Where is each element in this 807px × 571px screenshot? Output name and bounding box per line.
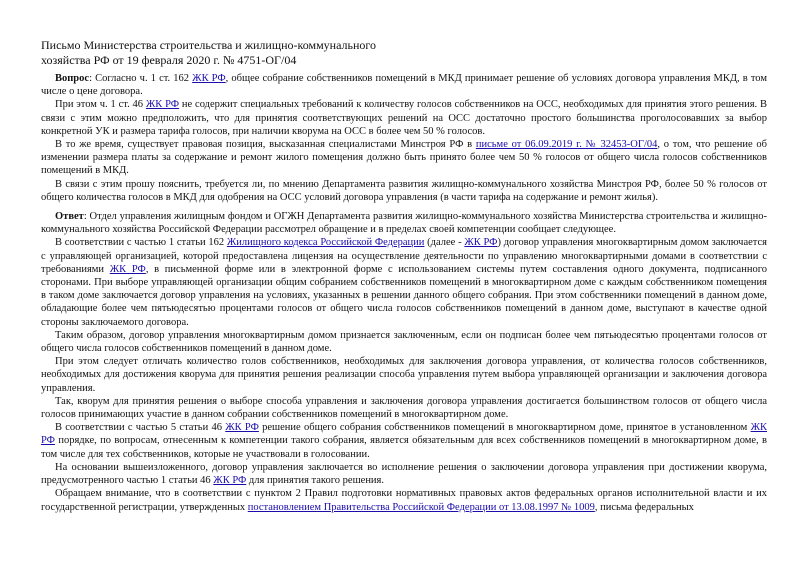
zhk-link[interactable]: ЖК РФ <box>145 99 180 111</box>
answer-paragraph-5: Так, кворум для принятия решения о выборе способа управления и заключения договора управления достигается большинством голосов от общего числа голосов принимающих участие в данном собрании собственников помещений в многоквартирном доме. <box>41 395 767 421</box>
zhk-link[interactable]: ЖК РФ <box>41 422 767 447</box>
question-paragraph-2: При этом ч. 1 ст. 46 ЖК РФ не содержит специальных требований к количеству голосов собственников на ОСС, необходимых для принятия этого решения. В связи с этим можно предположить, что для принятия соответствующих решений на ОСС достаточно простого большинства проголосовавших за выбор конкретной УК и размера тарифа голосов, при наличии кворума на ОСС в более чем 50 % голосов. <box>41 99 768 137</box>
decree-link[interactable]: постановлением Правительства Российской Федерации от 13.08.1997 № 1009 <box>247 501 595 513</box>
answer-paragraph-8: Обращаем внимание, что в соответствии с пунктом 2 Правил подготовки нормативных правовых актов федеральных органов исполнительной власти и их государственной регистрации, утвержденных постановлением Правительства Российской Федерации от 13.08.1997 № 1009, письма федеральных <box>41 488 767 513</box>
zhk-link[interactable]: ЖК РФ <box>464 237 498 249</box>
document-body <box>41 72 767 514</box>
zhk-link[interactable]: ЖК РФ <box>213 475 247 487</box>
answer-paragraph-2: В соответствии с частью 1 статьи 162 Жилищного кодекса Российской Федерации (далее - ЖК РФ) договор управления многоквартирным домом заключается с управляющей организацией, которой предоставлена лицензия на осуществление деятельности по управлению многоквартирными домами в соответствии с требованиями ЖК РФ, в письменной форме или в электронной форме с использованием системы путем составления одного документа, подписанного сторонами. При выборе управляющей организации общим собранием собственников помещений в многоквартирном доме с каждым собственником помещения в таком доме заключается договор управления на условиях, указанных в решении данного общего собрания. При этом собственники помещений в данном доме, обладающие более чем пятьюдесятью процентами голосов от общего числа голосов собственников помещений в данном доме, выступают в качестве одной стороны заключаемого договора. <box>41 237 767 328</box>
question-paragraph-3: В то же время, существует правовая позиция, высказанная специалистами Минстроя РФ в письме от 06.09.2019 г. № 32453-ОГ/04, о том, что решение об изменении размера платы за содержание и ремонт жилого помещения должно быть принято более чем 50 % голосов от общего числа голосов собственников помещений в МКД. <box>41 139 767 177</box>
zhk-link[interactable]: ЖК РФ <box>109 263 146 275</box>
document-title <box>41 38 541 68</box>
question-paragraph-4: В связи с этим прошу пояснить, требуется ли, по мнению Департамента развития жилищно-коммунального хозяйства Минстроя РФ, более 50 % голосов от общего количества голосов в МКД для одобрения на ОСС условий договора управления (в части тарифа на содержание и ремонт жилья). <box>41 178 767 203</box>
answer-paragraph-3: Таким образом, договор управления многоквартирным домом признается заключенным, если он подписан более чем пятьюдесятью процентами голосов от общего числа голосов собственников помещений в данном доме. <box>41 329 767 355</box>
zhk-link[interactable]: ЖК РФ <box>225 422 259 434</box>
answer-paragraph-1: Ответ: Отдел управления жилищным фондом и ОГЖН Департамента развития жилищно-коммунального хозяйства Министерства строительства и жилищно-коммунального хозяйства Российской Федерации рассмотрел обращение и в пределах своей компетенции сообщает следующее. <box>41 211 767 236</box>
letter-link[interactable]: письме от 06.09.2019 г. № 32453-ОГ/04 <box>475 139 658 151</box>
answer-paragraph-7: На основании вышеизложенного, договор управления заключается во исполнение решения о заключении договора управления при достижении кворума, предусмотренного частью 1 статьи 46 ЖК РФ для принятия такого решения. <box>41 461 767 487</box>
zhk-link[interactable]: ЖК РФ <box>192 73 226 84</box>
answer-paragraph-4: При этом следует отличать количество голов собственников, необходимых для заключения договора управления, от количества голосов собственников, необходимых для достижения кворума для принятия решения реализации способа управления путем выбора управляющей организации и заключения договора управления. <box>41 356 767 394</box>
zhk-full-link[interactable]: Жилищного кодекса Российской Федерации <box>226 237 425 249</box>
question-paragraph-1: Вопрос: Согласно ч. 1 ст. 162 ЖК РФ, общее собрание собственников помещений в МКД принимает решение об условиях договора управления МКД, в том числе о цене договора. <box>41 73 768 98</box>
question-label: Вопрос <box>55 73 90 84</box>
answer-label: Ответ <box>55 211 84 223</box>
answer-paragraph-6: В соответствии с частью 5 статьи 46 ЖК РФ решение общего собрания собственников помещений в многоквартирном доме, принятое в установленном ЖК РФ порядке, по вопросам, отнесенным к компетенции такого собрания, является обязательным для всех собственников помещений в многоквартирном доме, в том числе для тех собственников, которые не участвовали в голосовании. <box>41 422 767 460</box>
title-line-1: Письмо Министерства строительства и жилищно-коммунального <box>41 38 377 52</box>
title-line-2: хозяйства РФ от 19 февраля 2020 г. № 4751-ОГ/04 <box>41 53 297 67</box>
